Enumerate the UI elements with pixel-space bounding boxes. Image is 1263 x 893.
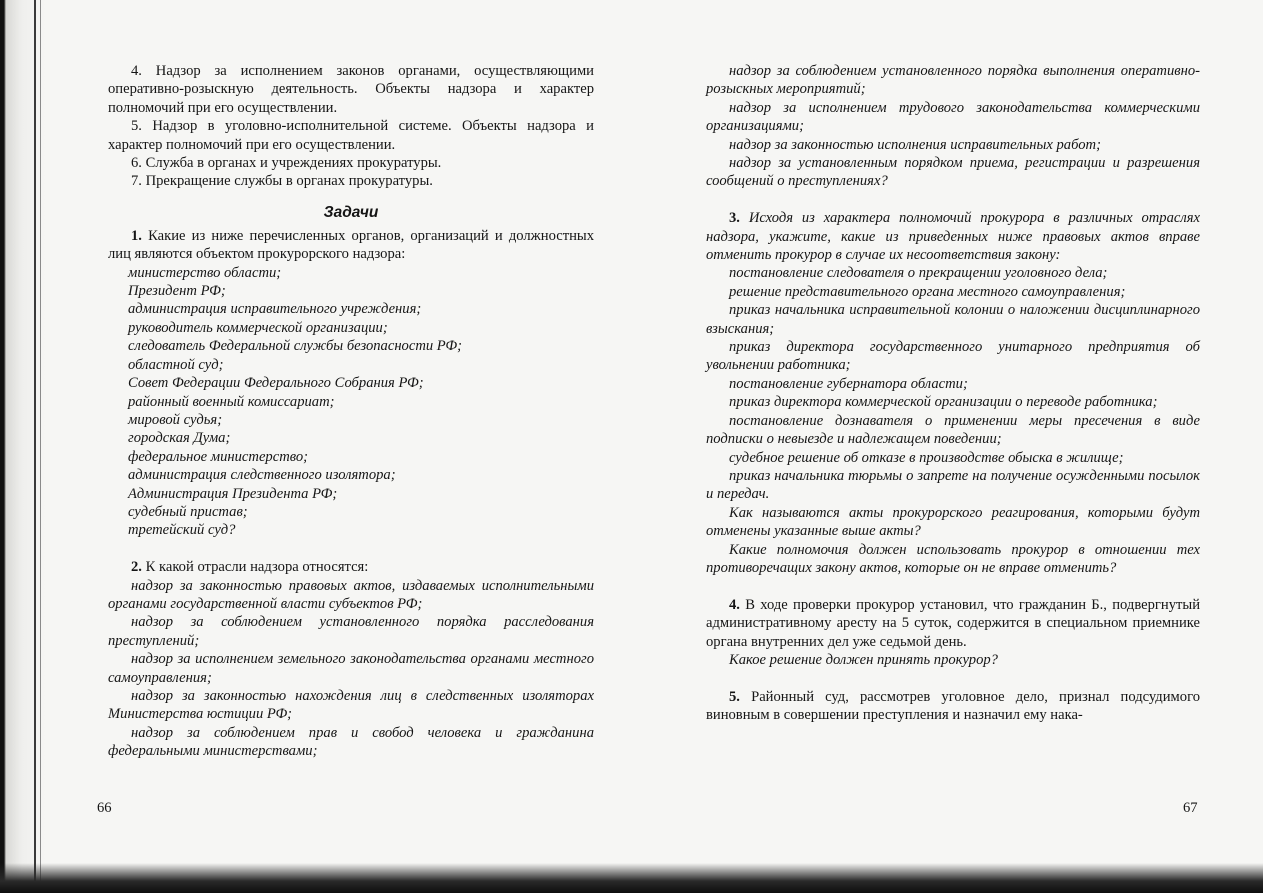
task-3 [706,209,1200,264]
task-number: 4. [729,596,740,613]
task-question: К какой отрасли надзора относятся: [145,559,369,576]
task-text: В ходе проверки прокурор установил, что гражданин Б., подвергнутый административному аресту на 5 суток, содержится в специальном приемнике органа внутренних дел уже седьмой день. [706,596,1201,650]
list-item: администрация следственного изолятора; [128,467,396,484]
task-question: Исходя из характера полномочий прокурора в различных отраслях надзора, укажите, какие из приведенных ниже правовых актов вправе отменить прокурор в случае их несоответствия закону: [706,210,1200,264]
scan-bottom-shadow [0,863,1263,893]
list-item: приказ начальника исправительной колонии о наложении дисциплинарного взыскания; [706,302,1200,337]
list-item: судебный пристав; [128,503,248,520]
list-item: надзор за установленным порядком приема, регистрации и разрешения сообщений о преступлениях? [706,155,1200,190]
list-item: федеральное министерство; [128,448,309,465]
list-item: министерство области; [128,264,282,281]
list-item: надзор за соблюдением установленного порядка выполнения оперативно-розыскных мероприятий; [706,63,1200,98]
page-number-right: 67 [1183,800,1198,816]
page-number-left: 66 [97,800,112,816]
list-item: приказ директора государственного унитарного предприятия об увольнении работника; [706,339,1200,374]
list-item: Администрация Президента РФ; [128,485,338,502]
task-number: 2. [131,559,142,576]
list-item: городская Дума; [128,430,231,447]
followup-question: Какие полномочия должен использовать прокурор в отношении тех противоречащих закону актов, которые он не вправе отменить? [706,541,1200,576]
list-item: Совет Федерации Федерального Собрания РФ; [128,375,424,392]
section-heading: Задачи [323,203,379,221]
task-4 [706,596,1200,651]
list-item: надзор за соблюдением установленного порядка расследования преступлений; [108,614,594,649]
task-text: Районный суд, рассмотрев уголовное дело, признал подсудимого виновным в совершении преступления и назначил ему нака- [706,688,1200,724]
task-number: 3. [729,210,740,227]
left-page [108,62,594,761]
intro-paragraph: 5. Надзор в уголовно-исполнительной системе. Объекты надзора и характер полномочий при его осуществлении. [108,118,594,153]
list-item: постановление дознавателя о применении меры пресечения в виде подписки о невыезде и надлежащем поведении; [706,412,1200,448]
list-item: надзор за исполнением трудового законодательства коммерческими организациями; [706,99,1200,135]
intro-paragraph: 4. Надзор за исполнением законов органами, осуществляющими оперативно-розыскную деятельность. Объекты надзора и характер полномочий при его осуществлении. [108,63,594,116]
list-item: областной суд; [128,356,224,373]
task-1 [108,227,594,264]
list-item: районный военный комиссариат; [128,393,335,410]
intro-paragraph: 7. Прекращение службы в органах прокуратуры. [131,173,433,190]
task-question: Какое решение должен принять прокурор? [729,651,998,668]
list-item: третейский суд? [128,522,236,539]
list-item: постановление губернатора области; [729,375,968,392]
task-number: 1. [131,227,142,244]
list-item: надзор за соблюдением прав и свобод человека и гражданина федеральными министерствами; [108,724,594,760]
task-2 [108,558,594,576]
list-item: мировой судья; [128,411,223,428]
task-5 [706,688,1200,725]
list-item: надзор за исполнением земельного законодательства органами местного самоуправления; [108,651,594,686]
list-item: Президент РФ; [128,283,226,300]
list-item: надзор за законностью нахождения лиц в следственных изоляторах Министерства юстиции РФ; [108,687,594,723]
list-item: приказ начальника тюрьмы о запрете на получение осужденными посылок и передач. [706,467,1200,503]
list-item: надзор за законностью правовых актов, издаваемых исполнительными органами государственной власти субъектов РФ; [108,577,594,612]
list-item: приказ директора коммерческой организации о переводе работника; [729,394,1158,411]
task-number: 5. [729,688,740,705]
task-question: Какие из ниже перечисленных органов, организаций и должностных лиц являются объектом прокурорского надзора: [108,227,594,263]
list-item: надзор за законностью исполнения исправительных работ; [729,136,1101,153]
list-item: администрация исправительного учреждения; [128,301,422,318]
list-item: следователь Федеральной службы безопасности РФ; [128,338,462,355]
list-item: судебное решение об отказе в производстве обыска в жилище; [729,449,1124,466]
right-page [706,62,1200,725]
followup-question: Как называются акты прокурорского реагирования, которыми будут отменены указанные выше акты? [706,504,1200,540]
intro-paragraph: 6. Служба в органах и учреждениях прокуратуры. [131,155,442,172]
binding-edge-line-inner [40,0,41,893]
list-item: постановление следователя о прекращении уголовного дела; [729,265,1108,282]
list-item: руководитель коммерческой организации; [128,319,388,336]
list-item: решение представительного органа местного самоуправления; [729,283,1126,300]
binding-edge-line [34,0,36,893]
